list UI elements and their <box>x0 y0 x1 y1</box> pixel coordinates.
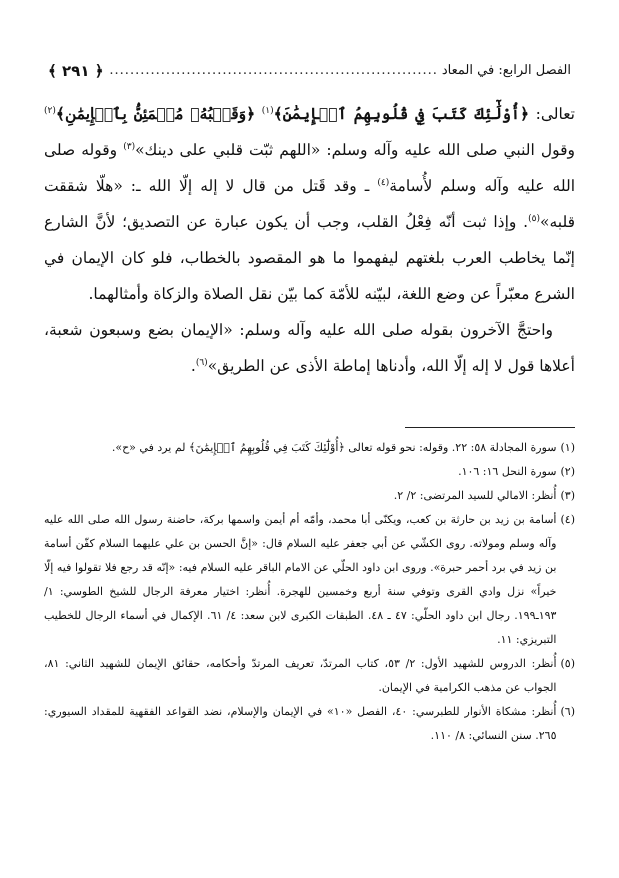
footnote-text: سورة النحل ١٦: ١٠٦. <box>458 465 557 478</box>
quran-verse: ﴿وَقَلۡبُهُۥ مُطۡمَئِنُّۢ بِٱلۡإِيمَٰنِ﴾ <box>55 104 256 123</box>
footnote-mark: (١) <box>261 105 274 116</box>
running-header <box>48 62 571 80</box>
footnote-number: (٥) <box>560 657 575 670</box>
footnote-mark: (٣) <box>123 141 136 152</box>
paragraph-1 <box>44 96 575 312</box>
footnote-item <box>44 508 575 652</box>
text-run: وقوله صلى الله عليه وآله وسلم لأُسامة <box>44 141 575 195</box>
paragraph-2 <box>44 312 575 384</box>
footnote-text: سورة المجادلة ٥٨: ٢٢. وقوله: نحو قوله تعالى ﴿أُوْلَٰٓئِكَ كَتَبَ فِي قُلُوبِهِمُ ٱلۡإِيمَٰنَ﴾ لم يرد في «ح». <box>111 441 557 454</box>
footnote-mark: (٦) <box>195 357 208 368</box>
footnote-item <box>44 700 575 748</box>
text-run: واحتجَّ الآخرون بقوله صلى الله عليه وآله وسلم: «الإيمان بضع وسبعون شعبة، أعلاها قول لا إله إلّا الله، وأدناها إماطة الأذى عن الطريق» <box>44 321 575 375</box>
footnote-item <box>44 460 575 484</box>
main-text <box>44 96 575 384</box>
footnote-mark: (٢) <box>44 105 56 116</box>
footnote-mark: (٤) <box>377 177 390 188</box>
footnote-item <box>44 652 575 700</box>
quran-verse: ﴿أُوْلَٰٓئِكَ كَتَبَ فِي قُلُوبِهِمُ ٱلۡإِيمَٰنَ﴾ <box>273 104 530 123</box>
text-run: ـ وقد قَتل من قال لا إله إلّا الله ـ: «هلّا شققت قلبه» <box>44 177 575 231</box>
footnote-number: (٤) <box>560 513 575 526</box>
footnotes <box>44 436 575 748</box>
footnote-number: (٢) <box>560 465 575 478</box>
leader-dots <box>108 63 438 79</box>
footnote-number: (١) <box>560 441 575 454</box>
text-run: . وإذا ثبت أنّه فِعْلُ القلب، وجب أن يكون عبارة عن التصديق؛ لأنَّ الشارع إنّما يخاطب العرب بلغتهم ليفهموا ما هو المقصود بالخطاب، فلو كان الإيمان في الشرع معبّراً عن وضع اللغة، لبيّنه للأمّة كما بيّن نقل الصلاة والزكاة وأمثالهما. <box>44 213 575 303</box>
footnote-divider <box>405 427 575 428</box>
footnote-text: أُنظر: مشكاة الأنوار للطبرسي: ٤٠، الفصل «١٠» في الإيمان والإسلام، نضد القواعد الفقهية للمقداد السيوري: ٢٦٥. سنن النسائي: ٨/ ١١٠. <box>44 705 557 742</box>
footnote-text: أسامة بن زيد بن حارثة بن كعب، ويكنّى أبا محمد، وأمّه أم أيمن واسمها بركة، حاضنة رسول الله صلى الله عليه وآله وسلم ومولاته. روى الكشّي عن أبي جعفر عليه السلام قال: «إنَّ الحسن بن علي عليهما السلام كفّن أسامة بن زيد في برد أحمر حبرة». وروى ابن داود الحلّي عن الامام الباقر عليه السلام فيه: «إنّه قد رجع فلا تقولوا فيه إلّا خيراً» نزل وادي القرى وتوفي سنة أربع وخمسين للهجرة. أُنظر: اختيار معرفة الرجال للشيخ الطوسي: ١/ ١٩٣ـ١٩٩. رجال ابن داود الحلّي: ٤٧ ـ ٤٨. الطبقات الكبرى لابن سعد: ٤/ ٦١. الإكمال في أسماء الرجال للخطيب التبريزي: ١١. <box>44 513 557 646</box>
footnote-item <box>44 436 575 460</box>
text-run: وقول النبي صلى الله عليه وآله وسلم: «اللهم ثبّت قلبي على دينك» <box>135 141 575 159</box>
footnote-item <box>44 484 575 508</box>
footnote-number: (٦) <box>560 705 575 718</box>
footnote-text: أُنظر: الامالي للسيد المرتضى: ٢/ ٢. <box>393 489 557 502</box>
footnote-text: أُنظر: الدروس للشهيد الأول: ٢/ ٥٣، كتاب المرتدّ، تعريف المرتدّ وأحكامه، حقائق الإيمان للشهيد الثاني: ٨١، الجواب عن مذهب الكرامية في الإيمان. <box>44 657 557 694</box>
footnote-number: (٣) <box>560 489 575 502</box>
text-run: تعالى: <box>529 105 575 123</box>
footnote-mark: (٥) <box>528 213 540 224</box>
chapter-title: الفصل الرابع: في المعاد <box>441 63 571 78</box>
page-number: ﴿ ٢٩١ ﴾ <box>48 62 104 80</box>
text-run: . <box>190 357 196 375</box>
